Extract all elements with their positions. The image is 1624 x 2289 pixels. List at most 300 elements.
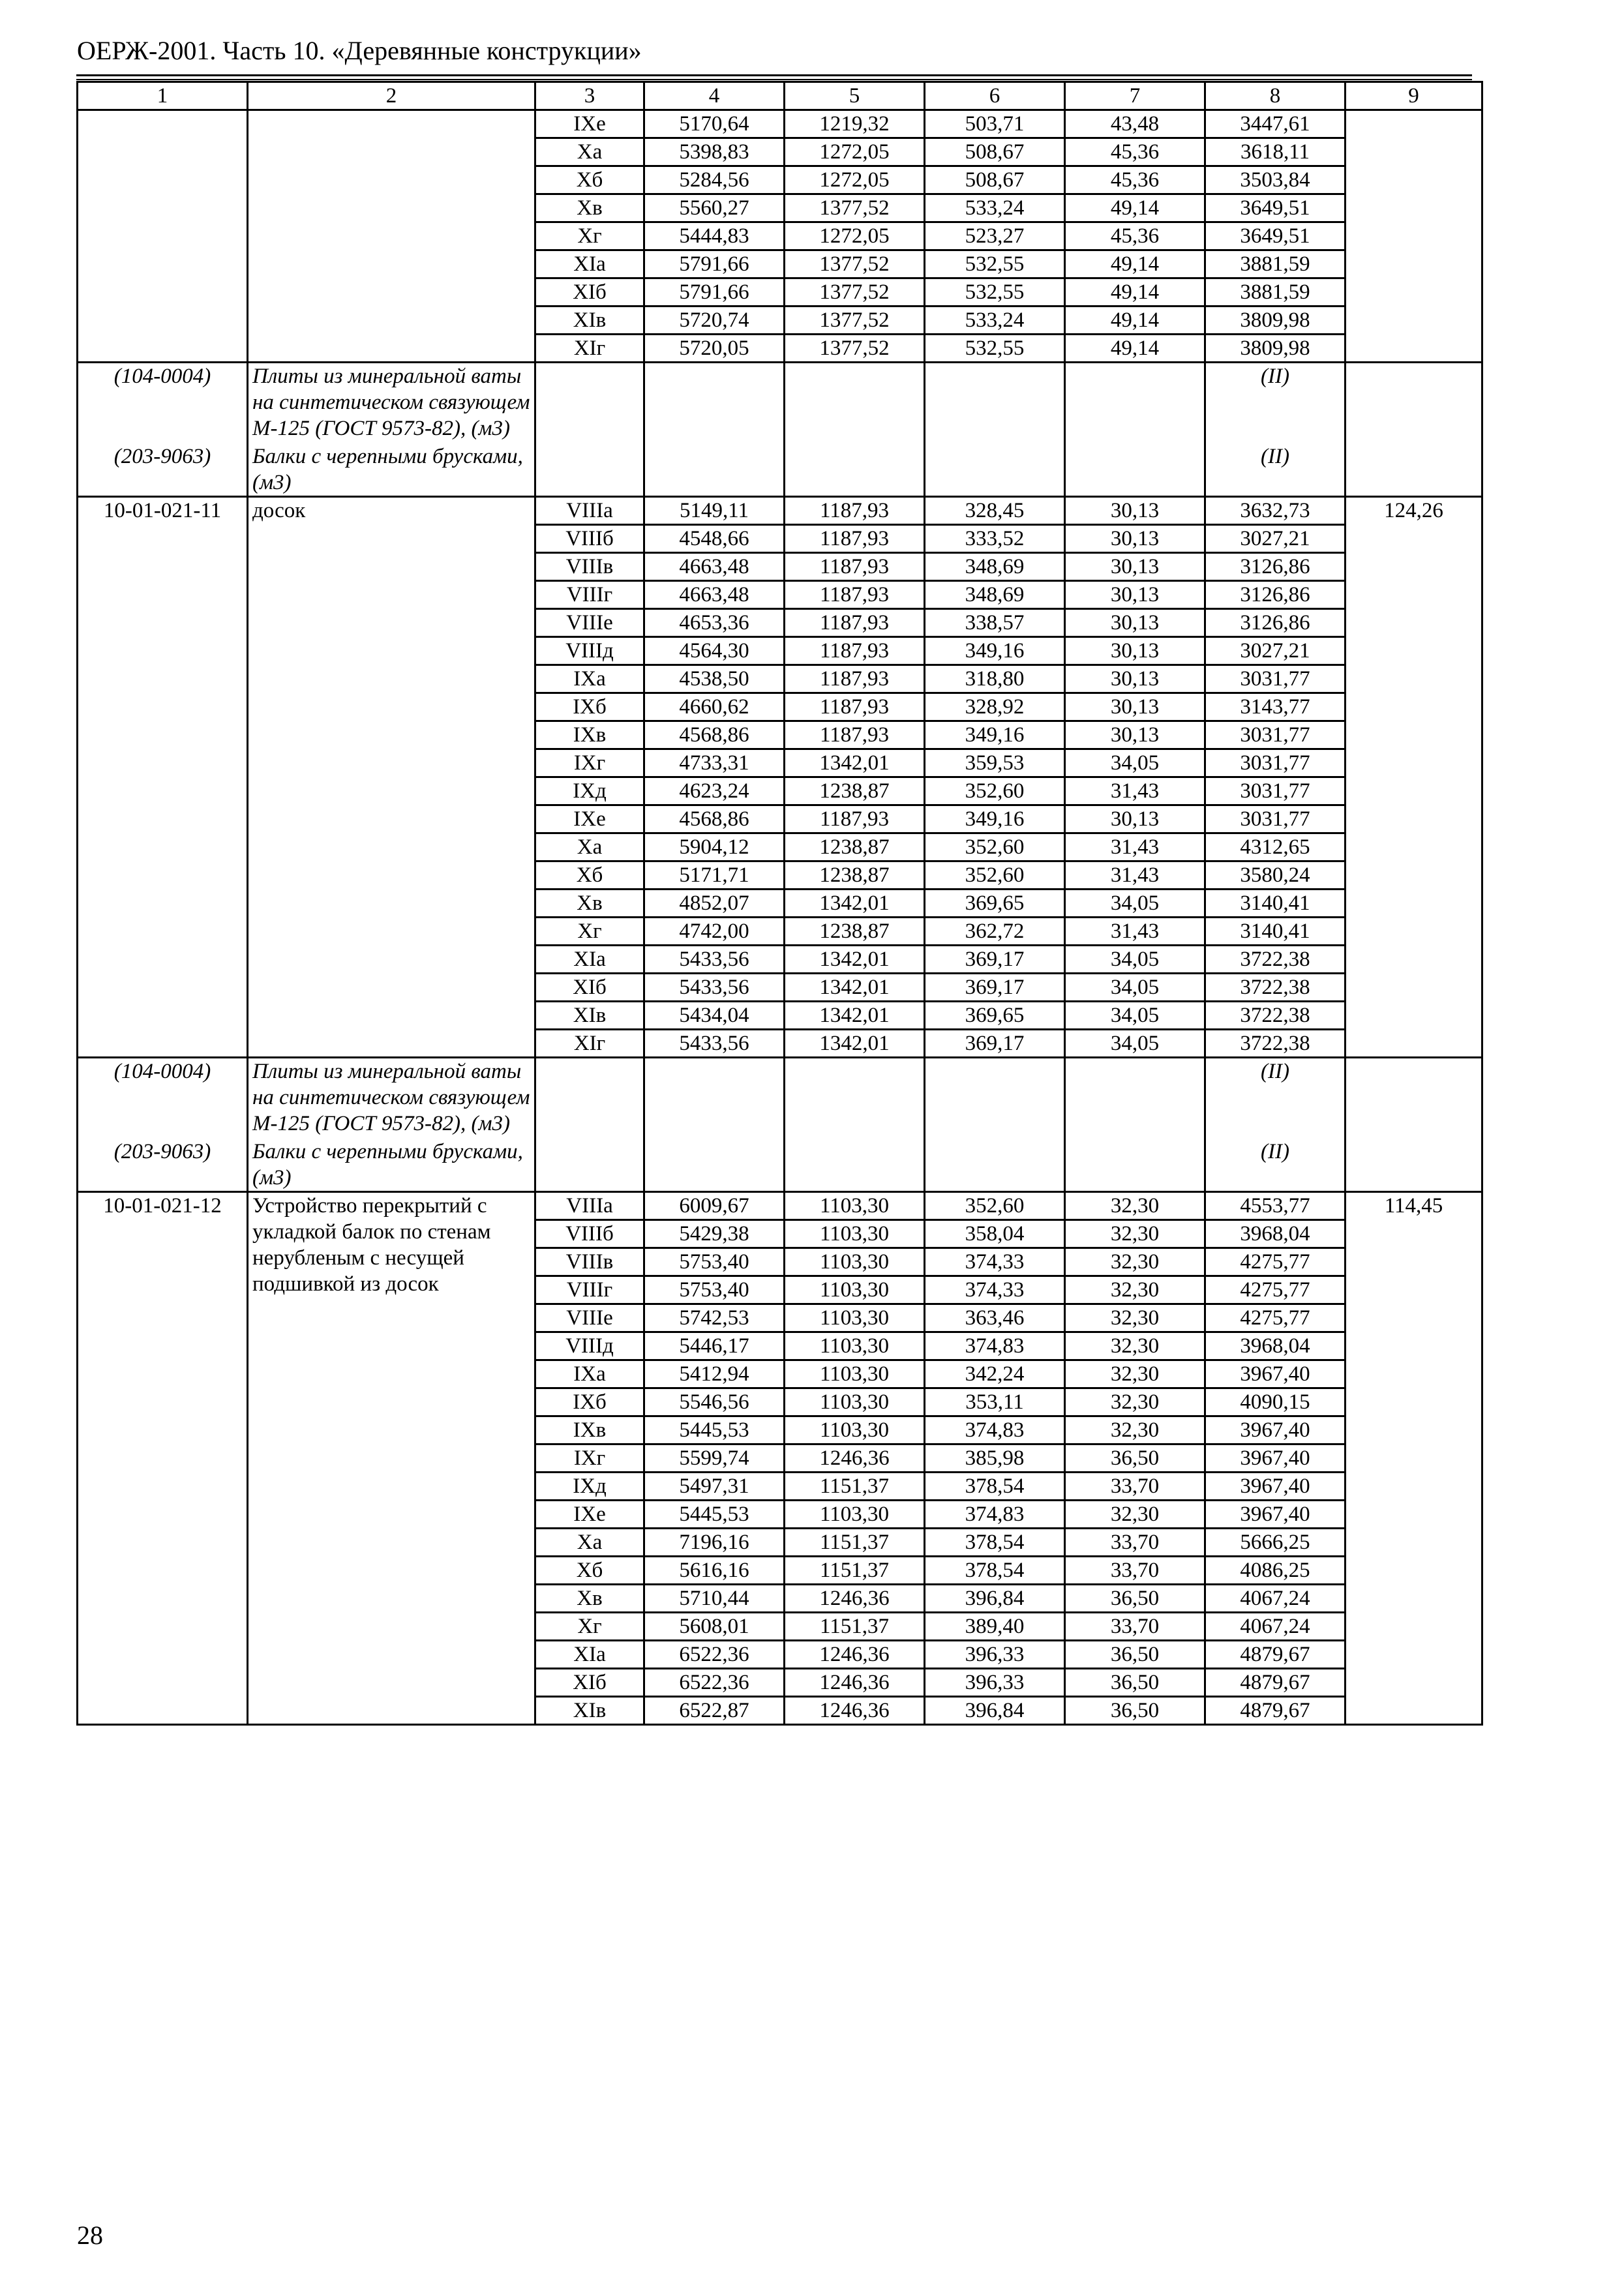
value-cell: 352,60 xyxy=(925,777,1065,805)
value-cell: 5720,05 xyxy=(644,335,785,363)
value-cell: 1151,37 xyxy=(785,1613,925,1641)
value-cell: 32,30 xyxy=(1065,1276,1205,1304)
value-cell: 374,83 xyxy=(925,1416,1065,1444)
value-cell: 1187,93 xyxy=(785,609,925,637)
value-cell: 1103,30 xyxy=(785,1501,925,1529)
value-cell: 33,70 xyxy=(1065,1613,1205,1641)
value-cell: 3126,86 xyxy=(1205,581,1346,609)
value-cell: 4742,00 xyxy=(644,918,785,946)
value-cell: 1151,37 xyxy=(785,1529,925,1557)
zone-cell: IXг xyxy=(535,749,644,777)
value-cell: 358,04 xyxy=(925,1220,1065,1248)
column-number: 6 xyxy=(925,82,1065,110)
value-cell: 1103,30 xyxy=(785,1304,925,1332)
value-cell: 1342,01 xyxy=(785,749,925,777)
value-cell: 1187,93 xyxy=(785,637,925,665)
empty-cell xyxy=(644,363,785,497)
value-cell: 4086,25 xyxy=(1205,1557,1346,1585)
table-row xyxy=(78,110,1482,138)
value-cell: 1272,05 xyxy=(785,222,925,250)
value-cell: 5560,27 xyxy=(644,194,785,222)
value-cell: 1103,30 xyxy=(785,1360,925,1388)
value-cell: 1103,30 xyxy=(785,1220,925,1248)
value-cell: 34,05 xyxy=(1065,1030,1205,1058)
value-cell: 374,83 xyxy=(925,1501,1065,1529)
value-cell: 359,53 xyxy=(925,749,1065,777)
value-cell: 4553,77 xyxy=(1205,1192,1346,1220)
value-cell: 3140,41 xyxy=(1205,918,1346,946)
zone-cell: XIв xyxy=(535,1697,644,1725)
value-cell: 3967,40 xyxy=(1205,1501,1346,1529)
value-cell: 1103,30 xyxy=(785,1248,925,1276)
empty-cell xyxy=(1065,363,1205,497)
value-cell: 30,13 xyxy=(1065,609,1205,637)
value-cell: 5753,40 xyxy=(644,1248,785,1276)
value-cell: 4663,48 xyxy=(644,581,785,609)
value-cell: 5666,25 xyxy=(1205,1529,1346,1557)
value-cell: 33,70 xyxy=(1065,1529,1205,1557)
value-cell: 5433,56 xyxy=(644,974,785,1002)
column-number: 3 xyxy=(535,82,644,110)
value-cell: 31,43 xyxy=(1065,861,1205,890)
value-cell: 5434,04 xyxy=(644,1002,785,1030)
value-cell: 396,33 xyxy=(925,1641,1065,1669)
zone-cell: Xа xyxy=(535,1529,644,1557)
value-cell: 5445,53 xyxy=(644,1501,785,1529)
rate-name xyxy=(248,110,535,363)
value-cell: 4663,48 xyxy=(644,553,785,581)
zone-cell: IXб xyxy=(535,1388,644,1416)
value-cell: 4879,67 xyxy=(1205,1641,1346,1669)
value-cell: 32,30 xyxy=(1065,1192,1205,1220)
value-cell: 1342,01 xyxy=(785,890,925,918)
value-cell: 348,69 xyxy=(925,553,1065,581)
value-cell: 5904,12 xyxy=(644,833,785,861)
value-cell: 32,30 xyxy=(1065,1360,1205,1388)
empty-cell xyxy=(535,363,644,497)
column-number: 9 xyxy=(1346,82,1482,110)
value-cell: 5753,40 xyxy=(644,1276,785,1304)
value-cell: 1342,01 xyxy=(785,1002,925,1030)
value-cell: 30,13 xyxy=(1065,553,1205,581)
value-cell: 362,72 xyxy=(925,918,1065,946)
value-cell: 30,13 xyxy=(1065,721,1205,749)
value-cell: 49,14 xyxy=(1065,307,1205,335)
material-code: (203-9063) xyxy=(113,445,211,468)
value-cell: 3031,77 xyxy=(1205,777,1346,805)
value-cell: 1246,36 xyxy=(785,1585,925,1613)
value-cell: 396,84 xyxy=(925,1697,1065,1725)
zone-cell: VIIIд xyxy=(535,1332,644,1360)
value-cell: 49,14 xyxy=(1065,250,1205,278)
value-cell: 5412,94 xyxy=(644,1360,785,1388)
value-cell: 523,27 xyxy=(925,222,1065,250)
column-number: 8 xyxy=(1205,82,1346,110)
value-cell: 31,43 xyxy=(1065,777,1205,805)
value-cell: 7196,16 xyxy=(644,1529,785,1557)
value-cell: 1377,52 xyxy=(785,250,925,278)
zone-cell: XIа xyxy=(535,946,644,974)
value-cell: 34,05 xyxy=(1065,749,1205,777)
value-cell: 3968,04 xyxy=(1205,1220,1346,1248)
value-cell: 508,67 xyxy=(925,138,1065,166)
empty-cell xyxy=(535,1058,644,1192)
materials-row xyxy=(78,1058,1482,1192)
material-names xyxy=(248,1058,535,1192)
zone-cell: VIIIб xyxy=(535,1220,644,1248)
zone-cell: VIIIг xyxy=(535,1276,644,1304)
value-cell: 369,65 xyxy=(925,890,1065,918)
value-cell: 36,50 xyxy=(1065,1641,1205,1669)
value-cell: 32,30 xyxy=(1065,1388,1205,1416)
value-cell: 4564,30 xyxy=(644,637,785,665)
value-cell: 396,84 xyxy=(925,1585,1065,1613)
value-cell: 378,54 xyxy=(925,1473,1065,1501)
value-cell: 45,36 xyxy=(1065,166,1205,194)
rate-code: 10-01-021-12 xyxy=(78,1192,248,1725)
value-cell: 4067,24 xyxy=(1205,1613,1346,1641)
value-cell: 6522,36 xyxy=(644,1641,785,1669)
value-cell: 30,13 xyxy=(1065,581,1205,609)
value-cell: 32,30 xyxy=(1065,1416,1205,1444)
value-cell: 3140,41 xyxy=(1205,890,1346,918)
value-cell: 45,36 xyxy=(1065,138,1205,166)
value-cell: 532,55 xyxy=(925,250,1065,278)
zone-cell: Xб xyxy=(535,166,644,194)
value-cell: 3031,77 xyxy=(1205,749,1346,777)
labor-cell xyxy=(1346,110,1482,363)
value-cell: 5546,56 xyxy=(644,1388,785,1416)
value-cell: 4568,86 xyxy=(644,721,785,749)
column-number-row xyxy=(78,82,1482,110)
value-cell: 5791,66 xyxy=(644,250,785,278)
value-cell: 1246,36 xyxy=(785,1641,925,1669)
material-codes xyxy=(78,1058,248,1192)
zone-cell: XIб xyxy=(535,278,644,307)
value-cell: 532,55 xyxy=(925,335,1065,363)
material-mark: (II) xyxy=(1261,365,1289,388)
value-cell: 4275,77 xyxy=(1205,1304,1346,1332)
value-cell: 5497,31 xyxy=(644,1473,785,1501)
value-cell: 369,17 xyxy=(925,1030,1065,1058)
zone-cell: Xг xyxy=(535,918,644,946)
empty-cell xyxy=(925,1058,1065,1192)
value-cell: 3031,77 xyxy=(1205,805,1346,833)
material-codes xyxy=(78,363,248,497)
value-cell: 328,92 xyxy=(925,693,1065,721)
value-cell: 34,05 xyxy=(1065,890,1205,918)
rate-code xyxy=(78,110,248,363)
material-name: Балки с черепными брусками, (м3) xyxy=(252,1140,523,1189)
value-cell: 349,16 xyxy=(925,721,1065,749)
value-cell: 4852,07 xyxy=(644,890,785,918)
material-mark: (II) xyxy=(1261,1060,1289,1083)
value-cell: 1377,52 xyxy=(785,278,925,307)
value-cell: 352,60 xyxy=(925,833,1065,861)
value-cell: 30,13 xyxy=(1065,693,1205,721)
value-cell: 36,50 xyxy=(1065,1585,1205,1613)
value-cell: 363,46 xyxy=(925,1304,1065,1332)
value-cell: 1187,93 xyxy=(785,581,925,609)
value-cell: 49,14 xyxy=(1065,335,1205,363)
value-cell: 3722,38 xyxy=(1205,946,1346,974)
zone-cell: XIг xyxy=(535,335,644,363)
value-cell: 3143,77 xyxy=(1205,693,1346,721)
value-cell: 1246,36 xyxy=(785,1444,925,1473)
value-cell: 1187,93 xyxy=(785,525,925,553)
zone-cell: IXд xyxy=(535,777,644,805)
value-cell: 43,48 xyxy=(1065,110,1205,138)
value-cell: 4879,67 xyxy=(1205,1669,1346,1697)
value-cell: 3027,21 xyxy=(1205,637,1346,665)
value-cell: 6522,36 xyxy=(644,1669,785,1697)
zone-cell: XIв xyxy=(535,1002,644,1030)
value-cell: 49,14 xyxy=(1065,278,1205,307)
value-cell: 5742,53 xyxy=(644,1304,785,1332)
zone-cell: XIб xyxy=(535,1669,644,1697)
material-marks xyxy=(1205,363,1346,497)
value-cell: 1103,30 xyxy=(785,1388,925,1416)
table-row xyxy=(78,1192,1482,1220)
page-number: 28 xyxy=(77,2221,103,2250)
value-cell: 32,30 xyxy=(1065,1332,1205,1360)
value-cell: 32,30 xyxy=(1065,1304,1205,1332)
value-cell: 33,70 xyxy=(1065,1557,1205,1585)
value-cell: 396,33 xyxy=(925,1669,1065,1697)
value-cell: 3618,11 xyxy=(1205,138,1346,166)
value-cell: 318,80 xyxy=(925,665,1065,693)
zone-cell: IXд xyxy=(535,1473,644,1501)
value-cell: 1246,36 xyxy=(785,1669,925,1697)
value-cell: 342,24 xyxy=(925,1360,1065,1388)
material-name: Плиты из минеральной ваты на синтетическом связующем М-125 (ГОСТ 9573-82), (м3) xyxy=(252,1060,530,1135)
value-cell: 338,57 xyxy=(925,609,1065,637)
zone-cell: XIв xyxy=(535,307,644,335)
value-cell: 1103,30 xyxy=(785,1332,925,1360)
value-cell: 348,69 xyxy=(925,581,1065,609)
value-cell: 4568,86 xyxy=(644,805,785,833)
value-cell: 3031,77 xyxy=(1205,721,1346,749)
value-cell: 34,05 xyxy=(1065,946,1205,974)
value-cell: 3967,40 xyxy=(1205,1473,1346,1501)
value-cell: 3649,51 xyxy=(1205,222,1346,250)
rate-name: досок xyxy=(248,497,535,1058)
value-cell: 3967,40 xyxy=(1205,1360,1346,1388)
value-cell: 369,65 xyxy=(925,1002,1065,1030)
zone-cell: XIа xyxy=(535,250,644,278)
zone-cell: VIIIв xyxy=(535,553,644,581)
value-cell: 533,24 xyxy=(925,194,1065,222)
table-row xyxy=(78,497,1482,525)
value-cell: 1103,30 xyxy=(785,1276,925,1304)
zone-cell: VIIIд xyxy=(535,637,644,665)
material-marks xyxy=(1205,1058,1346,1192)
material-name: Балки с черепными брусками, (м3) xyxy=(252,445,523,494)
value-cell: 31,43 xyxy=(1065,833,1205,861)
value-cell: 4733,31 xyxy=(644,749,785,777)
column-number: 5 xyxy=(785,82,925,110)
value-cell: 1238,87 xyxy=(785,833,925,861)
value-cell: 5444,83 xyxy=(644,222,785,250)
zone-cell: Xа xyxy=(535,833,644,861)
value-cell: 4275,77 xyxy=(1205,1248,1346,1276)
material-name: Плиты из минеральной ваты на синтетическом связующем М-125 (ГОСТ 9573-82), (м3) xyxy=(252,365,530,440)
empty-cell xyxy=(785,1058,925,1192)
zone-cell: Xб xyxy=(535,1557,644,1585)
value-cell: 6522,87 xyxy=(644,1697,785,1725)
zone-cell: IXе xyxy=(535,805,644,833)
value-cell: 31,43 xyxy=(1065,918,1205,946)
material-mark: (II) xyxy=(1261,445,1289,468)
zone-cell: Xв xyxy=(535,1585,644,1613)
value-cell: 3881,59 xyxy=(1205,278,1346,307)
value-cell: 3580,24 xyxy=(1205,861,1346,890)
materials-row xyxy=(78,363,1482,497)
value-cell: 374,33 xyxy=(925,1248,1065,1276)
zone-cell: IXв xyxy=(535,721,644,749)
rates-table xyxy=(76,81,1483,1726)
value-cell: 3503,84 xyxy=(1205,166,1346,194)
empty-cell xyxy=(1346,1058,1482,1192)
value-cell: 349,16 xyxy=(925,637,1065,665)
zone-cell: XIг xyxy=(535,1030,644,1058)
value-cell: 4660,62 xyxy=(644,693,785,721)
value-cell: 1246,36 xyxy=(785,1697,925,1725)
value-cell: 3967,40 xyxy=(1205,1444,1346,1473)
value-cell: 34,05 xyxy=(1065,1002,1205,1030)
value-cell: 1103,30 xyxy=(785,1416,925,1444)
value-cell: 3027,21 xyxy=(1205,525,1346,553)
value-cell: 5170,64 xyxy=(644,110,785,138)
value-cell: 3447,61 xyxy=(1205,110,1346,138)
value-cell: 3881,59 xyxy=(1205,250,1346,278)
value-cell: 1187,93 xyxy=(785,693,925,721)
zone-cell: XIа xyxy=(535,1641,644,1669)
header-rule xyxy=(76,79,1472,80)
value-cell: 5433,56 xyxy=(644,946,785,974)
header-rule xyxy=(76,74,1472,76)
zone-cell: VIIIа xyxy=(535,497,644,525)
value-cell: 374,83 xyxy=(925,1332,1065,1360)
value-cell: 3126,86 xyxy=(1205,553,1346,581)
material-code: (203-9063) xyxy=(113,1140,211,1163)
empty-cell xyxy=(1065,1058,1205,1192)
value-cell: 5433,56 xyxy=(644,1030,785,1058)
material-mark: (II) xyxy=(1261,1140,1289,1163)
zone-cell: IXв xyxy=(535,1416,644,1444)
value-cell: 3809,98 xyxy=(1205,335,1346,363)
value-cell: 1151,37 xyxy=(785,1473,925,1501)
value-cell: 3809,98 xyxy=(1205,307,1346,335)
column-number: 4 xyxy=(644,82,785,110)
value-cell: 3968,04 xyxy=(1205,1332,1346,1360)
empty-cell xyxy=(644,1058,785,1192)
zone-cell: Xг xyxy=(535,222,644,250)
value-cell: 378,54 xyxy=(925,1529,1065,1557)
zone-cell: VIIIа xyxy=(535,1192,644,1220)
value-cell: 5398,83 xyxy=(644,138,785,166)
value-cell: 36,50 xyxy=(1065,1697,1205,1725)
value-cell: 5599,74 xyxy=(644,1444,785,1473)
value-cell: 5791,66 xyxy=(644,278,785,307)
material-code: (104-0004) xyxy=(113,365,211,388)
value-cell: 349,16 xyxy=(925,805,1065,833)
zone-cell: VIIIе xyxy=(535,609,644,637)
value-cell: 369,17 xyxy=(925,946,1065,974)
zone-cell: VIIIв xyxy=(535,1248,644,1276)
value-cell: 30,13 xyxy=(1065,525,1205,553)
value-cell: 1187,93 xyxy=(785,497,925,525)
value-cell: 5429,38 xyxy=(644,1220,785,1248)
value-cell: 33,70 xyxy=(1065,1473,1205,1501)
value-cell: 1238,87 xyxy=(785,918,925,946)
rate-name: Устройство перекрытий с укладкой балок по стенам нерубленым с несущей подшивкой из досок xyxy=(248,1192,535,1725)
value-cell: 1103,30 xyxy=(785,1192,925,1220)
value-cell: 5445,53 xyxy=(644,1416,785,1444)
value-cell: 3649,51 xyxy=(1205,194,1346,222)
zone-cell: Xб xyxy=(535,861,644,890)
value-cell: 1377,52 xyxy=(785,307,925,335)
value-cell: 1187,93 xyxy=(785,721,925,749)
value-cell: 4623,24 xyxy=(644,777,785,805)
value-cell: 3126,86 xyxy=(1205,609,1346,637)
value-cell: 5284,56 xyxy=(644,166,785,194)
value-cell: 1238,87 xyxy=(785,777,925,805)
value-cell: 5616,16 xyxy=(644,1557,785,1585)
empty-cell xyxy=(1346,363,1482,497)
rate-code: 10-01-021-11 xyxy=(78,497,248,1058)
value-cell: 328,45 xyxy=(925,497,1065,525)
labor-cell: 114,45 xyxy=(1346,1192,1482,1725)
zone-cell: VIIIе xyxy=(535,1304,644,1332)
value-cell: 3967,40 xyxy=(1205,1416,1346,1444)
value-cell: 508,67 xyxy=(925,166,1065,194)
value-cell: 4275,77 xyxy=(1205,1276,1346,1304)
value-cell: 32,30 xyxy=(1065,1248,1205,1276)
value-cell: 1272,05 xyxy=(785,166,925,194)
value-cell: 6009,67 xyxy=(644,1192,785,1220)
zone-cell: IXа xyxy=(535,665,644,693)
labor-cell: 124,26 xyxy=(1346,497,1482,1058)
value-cell: 5171,71 xyxy=(644,861,785,890)
value-cell: 1342,01 xyxy=(785,946,925,974)
value-cell: 1151,37 xyxy=(785,1557,925,1585)
material-code: (104-0004) xyxy=(113,1060,211,1083)
value-cell: 30,13 xyxy=(1065,637,1205,665)
value-cell: 374,33 xyxy=(925,1276,1065,1304)
value-cell: 352,60 xyxy=(925,1192,1065,1220)
value-cell: 533,24 xyxy=(925,307,1065,335)
value-cell: 1187,93 xyxy=(785,553,925,581)
value-cell: 32,30 xyxy=(1065,1220,1205,1248)
value-cell: 5149,11 xyxy=(644,497,785,525)
zone-cell: VIIIг xyxy=(535,581,644,609)
zone-cell: Xа xyxy=(535,138,644,166)
value-cell: 353,11 xyxy=(925,1388,1065,1416)
value-cell: 1342,01 xyxy=(785,1030,925,1058)
zone-cell: IXе xyxy=(535,1501,644,1529)
value-cell: 3722,38 xyxy=(1205,1002,1346,1030)
value-cell: 378,54 xyxy=(925,1557,1065,1585)
empty-cell xyxy=(925,363,1065,497)
value-cell: 4548,66 xyxy=(644,525,785,553)
empty-cell xyxy=(785,363,925,497)
value-cell: 1187,93 xyxy=(785,805,925,833)
value-cell: 5446,17 xyxy=(644,1332,785,1360)
value-cell: 1377,52 xyxy=(785,335,925,363)
value-cell: 45,36 xyxy=(1065,222,1205,250)
column-number: 1 xyxy=(78,82,248,110)
